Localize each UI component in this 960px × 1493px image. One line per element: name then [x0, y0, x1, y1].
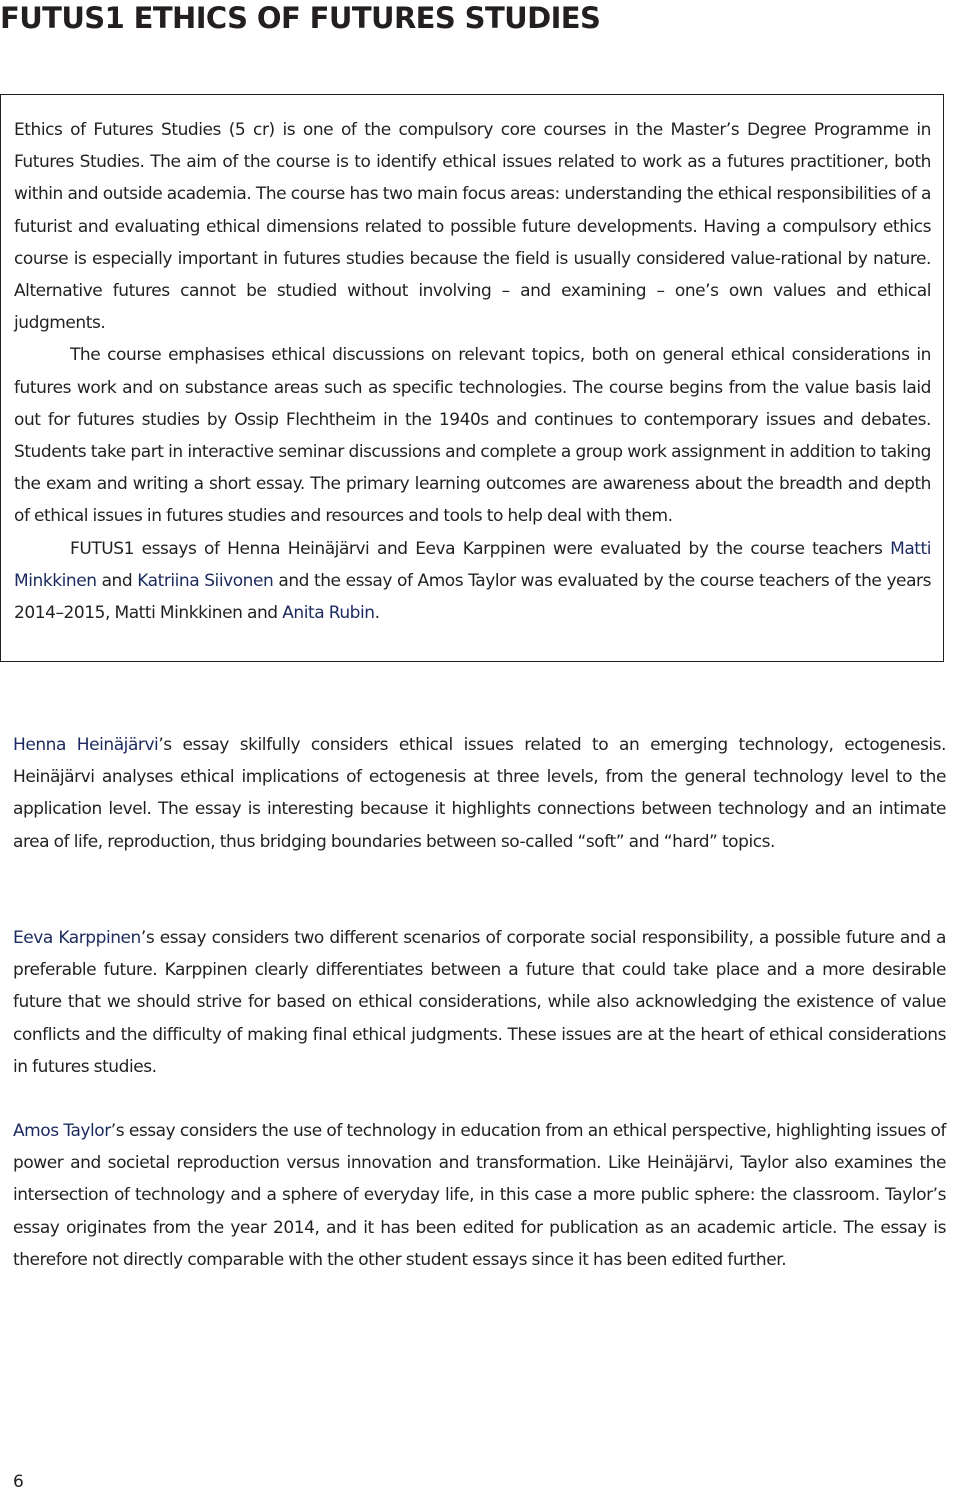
essay-author-name: Amos Taylor: [13, 1121, 111, 1141]
evaluators-text-3: and the essay of Amos Taylor was evaluated by the course teachers of the years 2014–2015, Matti Minkkinen and: [14, 570, 931, 624]
essay-summary-text: ’s essay considers two different scenarios of corporate social responsibility, a possible future and a preferable future. Karppinen clearly differentiates between a future that could take place and a more desirable future that we should strive for based on ethical considerations, while also acknowledging the existence of value conflicts and the difficulty of making final ethical judgments. These issues are at the heart of ethical considerations in futures studies.: [13, 928, 947, 1077]
essay-summary-text: ’s essay considers the use of technology in education from an ethical perspective, highlighting issues of power and societal reproduction versus innovation and transformation. Like Heinäjärvi, Taylor also examines the intersection of technology and a sphere of everyday life, in this case a more public sphere: the classroom. Taylor’s essay originates from the year 2014, and it has been edited for publication as an academic article. The essay is therefore not directly comparable with the other student essays since it has been edited further.: [13, 1121, 946, 1270]
course-description-box: [0, 94, 944, 662]
teacher-name-siivonen: Katriina Siivonen: [137, 570, 274, 591]
page-title: FUTUS1 ETHICS OF FUTURES STUDIES: [0, 1, 601, 35]
essay-author-name: Henna Heinäjärvi: [13, 735, 159, 755]
page-number: 6: [13, 1472, 24, 1492]
evaluators-text-1: FUTUS1 essays of Henna Heinäjärvi and Eeva Karppinen were evaluated by the course teachers: [70, 538, 891, 559]
course-intro-paragraph: Ethics of Futures Studies (5 cr) is one of the compulsory core courses in the Master’s Degree Programme in Futures Studies. The aim of the course is to identify ethical issues related to work as a futures practitioner, both within and outside academia. The course has two main focus areas: understanding the ethical responsibilities of a futurist and evaluating ethical dimensions related to possible future developments. Having a compulsory ethics course is especially important in futures studies because the field is usually considered value-rational by nature. Alternative futures cannot be studied without involving – and examining – one’s own values and ethical judgments.: [14, 120, 931, 334]
evaluators-text-4: .: [374, 603, 380, 624]
essay-summary-karppinen: [13, 922, 946, 1083]
course-evaluators-paragraph: [14, 533, 931, 630]
essay-summary-taylor: [13, 1115, 946, 1276]
evaluators-text-2: and: [96, 570, 138, 591]
teacher-name-minkkinen: Matti Minkkinen: [14, 538, 931, 591]
course-content-paragraph: The course emphasises ethical discussions on relevant topics, both on general ethical considerations in futures work and on substance areas such as specific technologies. The course begins from the value basis laid out for futures studies by Ossip Flechtheim in the 1940s and continues to contemporary issues and debates. Students take part in interactive seminar discussions and complete a group work assignment in addition to taking the exam and writing a short essay. The primary learning outcomes are awareness about the breadth and depth of ethical issues in futures studies and resources and tools to help deal with them.: [14, 345, 931, 527]
teacher-name-rubin: Anita Rubin: [282, 603, 375, 624]
essay-summary-text: ’s essay skilfully considers ethical issues related to an emerging technology, ectogenesis. Heinäjärvi analyses ethical implications of ectogenesis at three levels, from the general technology level to the application level. The essay is interesting because it highlights connections between technology and an intimate area of life, reproduction, thus bridging boundaries between so-called “soft” and “hard” topics.: [13, 735, 946, 852]
essay-author-name: Eeva Karppinen: [13, 928, 141, 948]
essay-summary-heinajarvi: [13, 729, 946, 858]
